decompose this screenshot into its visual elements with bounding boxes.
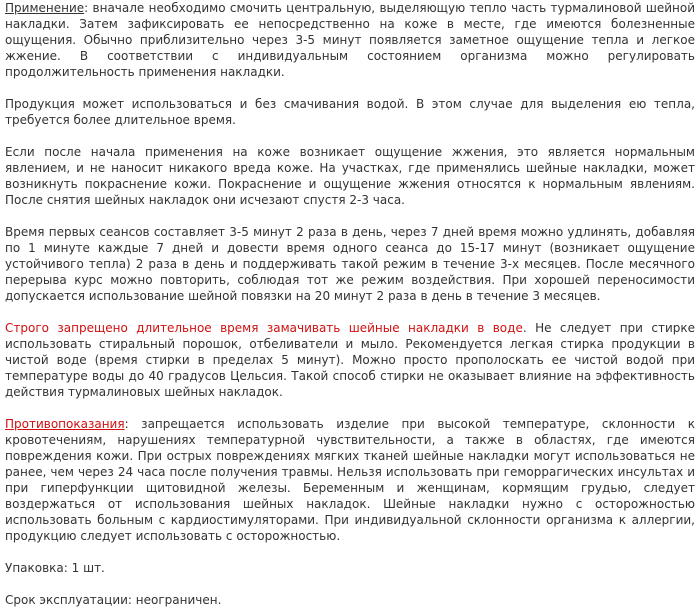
sessions-paragraph: Время первых сеансов составляет 3-5 минут 2 раза в день, через 7 дней время можно удлинять, добавляя по 1 минуте каждые 7 дней и довести время одного сеанса до 15-17 минут (возникает ощущение устойчивого тепла) 2 раза в день и поддерживать такой режим в течение 3-х месяцев. После месячного перерыва курс можно повторить, соблюдая тот же режим воздействия. При хорошей переносимости допускается использование шейной повязки на 20 минут 2 раза в день в течение 3 месяцев. xyxy=(5,225,695,303)
dry-use-paragraph: Продукция может использоваться и без смачивания водой. В этом случае для выделения ею тепла, требуется более длительное время. xyxy=(5,97,695,127)
burning-paragraph: Если после начала применения на коже возникает ощущение жжения, это является нормальным явлением, и не наносит никакого вреда коже. На участках, где применялись шейные накладки, может возникнуть покраснение кожи. Покраснение и ощущение жжения относятся к нормальным явлениям. После снятия шейных накладок они исчезают спустя 2-3 часа. xyxy=(5,145,695,207)
contraindications-paragraph xyxy=(5,416,695,544)
product-description xyxy=(5,0,695,616)
washing-paragraph xyxy=(5,320,695,400)
contraindications-label: Противопоказания xyxy=(5,417,125,431)
application-paragraph xyxy=(5,0,695,80)
application-text: : вначале необходимо смочить центральную, выделяющую тепло часть турмалиновой шейной накладки. Затем зафиксировать ее непосредственно на коже в месте, где имеются болезненные ощущения. Обычно приблизительно через 3-5 минут появляется заметное ощущение тепла и легкое жжение. В соответствии с индивидуальным состоянием организма можно регулировать продолжительность применения накладки. xyxy=(5,1,695,79)
application-label: Применение xyxy=(5,1,85,15)
washing-warning: Строго запрещено длительное время замачивать шейные накладки в воде xyxy=(5,321,523,335)
shelf-life-line: Срок эксплуатации: неограничен. xyxy=(5,593,222,607)
contraindications-text: : запрещается использовать изделие при высокой температуре, склонности к кровотечениям, нарушениях температурной чувствительности, а также в областях, где имеются повреждения кожи. При острых повреждениях мягких тканей шейные накладки могут использоваться не ранее, чем через 24 часа после получения травмы. Нельзя использовать при геморрагических инсультах и при гиперфункции щитовидной железы. Беременным и женщинам, кормящим грудью, следует воздержаться от использования шейных накладок. Шейные накладки нужно с осторожностью использовать больным с кардиостимуляторами. При индивидуальной склонности организма к аллергии, продукцию следует использовать с осторожностью. xyxy=(5,417,695,543)
washing-text: . Не следует при стирке использовать стиральный порошок, отбеливатели и мыло. Рекомендуется легкая стирка продукции в чистой воде (время стирки в пределах 5 минут). Можно просто прополоскать ее чистой водой при температуре воды до 40 градусов Цельсия. Такой способ стирки не оказывает влияние на эффективность действия турмалиновых шейных накладок. xyxy=(5,321,696,399)
package-line: Упаковка: 1 шт. xyxy=(5,561,105,575)
